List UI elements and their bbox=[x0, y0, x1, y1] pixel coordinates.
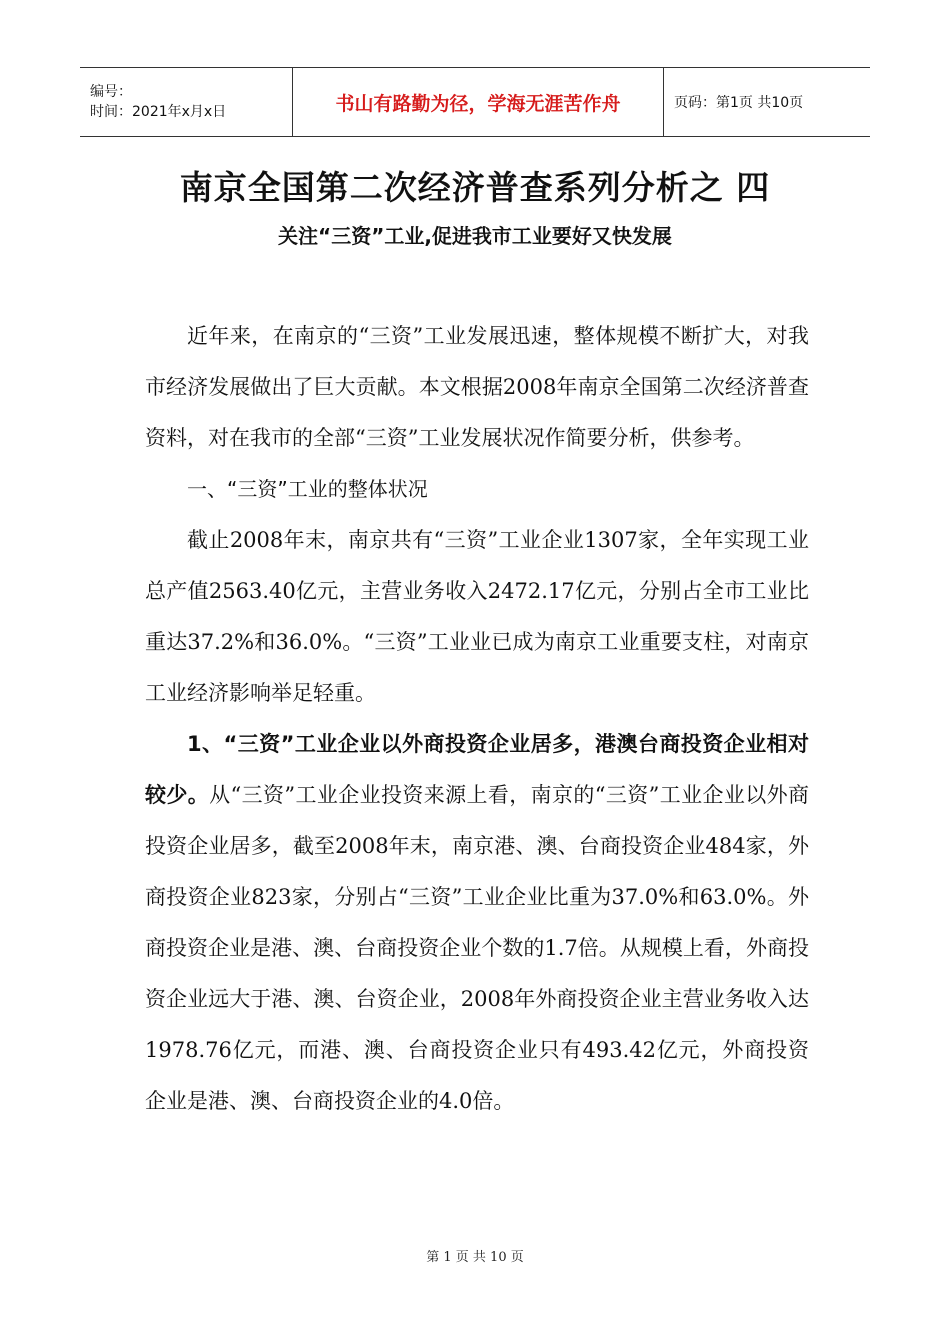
page-footer: 第 1 页 共 10 页 bbox=[426, 1250, 524, 1265]
document-title: 南京全国第二次经济普查系列分析之 四 bbox=[179, 168, 771, 207]
header-motto: 书山有路勤为径，学海无涯苦作舟 bbox=[292, 68, 664, 136]
header-meta bbox=[80, 68, 292, 136]
investment-lead-sentence: 1、“三资”工业企业以外商投资企业居多，港澳台商投资企业相对较少。 bbox=[145, 732, 809, 807]
header-page-info: 页码：第1页 共10页 bbox=[674, 95, 804, 111]
document-body bbox=[145, 311, 809, 1127]
investment-detail: 从“三资”工业企业投资来源上看，南京的“三资”工业企业以外商投资企业居多，截至2008年末，南京港、澳、台商投资企业484家，外商投资企业823家，分别占“三资”工业企业比重为37.0%和63.0%。外商投资企业是港、澳、台商投资企业个数的1.7倍。从规模上看，外商投资企业远大于港、澳、台资企业，2008年外商投资企业主营业务收入达1978.76亿元，而港、澳、台商投资企业只有493.42亿元，外商投资企业是港、澳、台商投资企业的4.0倍。 bbox=[145, 783, 809, 1113]
section-heading: 一、“三资”工业的整体状况 bbox=[187, 477, 428, 501]
number-label: 编号： bbox=[90, 84, 132, 100]
overview-paragraph: 截止2008年末，南京共有“三资”工业企业1307家，全年实现工业总产值2563.40亿元，主营业务收入2472.17亿元，分别占全市工业比重达37.2%和36.0%。“三资”工业业已成为南京工业重要支柱，对南京工业经济影响举足轻重。 bbox=[145, 528, 809, 705]
investment-paragraph bbox=[145, 719, 809, 1127]
document-subtitle: 关注“三资”工业,促进我市工业要好又快发展 bbox=[278, 224, 672, 248]
header-table bbox=[80, 67, 870, 137]
intro-paragraph: 近年来，在南京的“三资”工业发展迅速，整体规模不断扩大，对我市经济发展做出了巨大贡献。本文根据2008年南京全国第二次经济普查资料，对在我市的全部“三资”工业发展状况作简要分析，供参考。 bbox=[145, 324, 809, 450]
time-label: 时间：2021年x月x日 bbox=[90, 104, 227, 120]
